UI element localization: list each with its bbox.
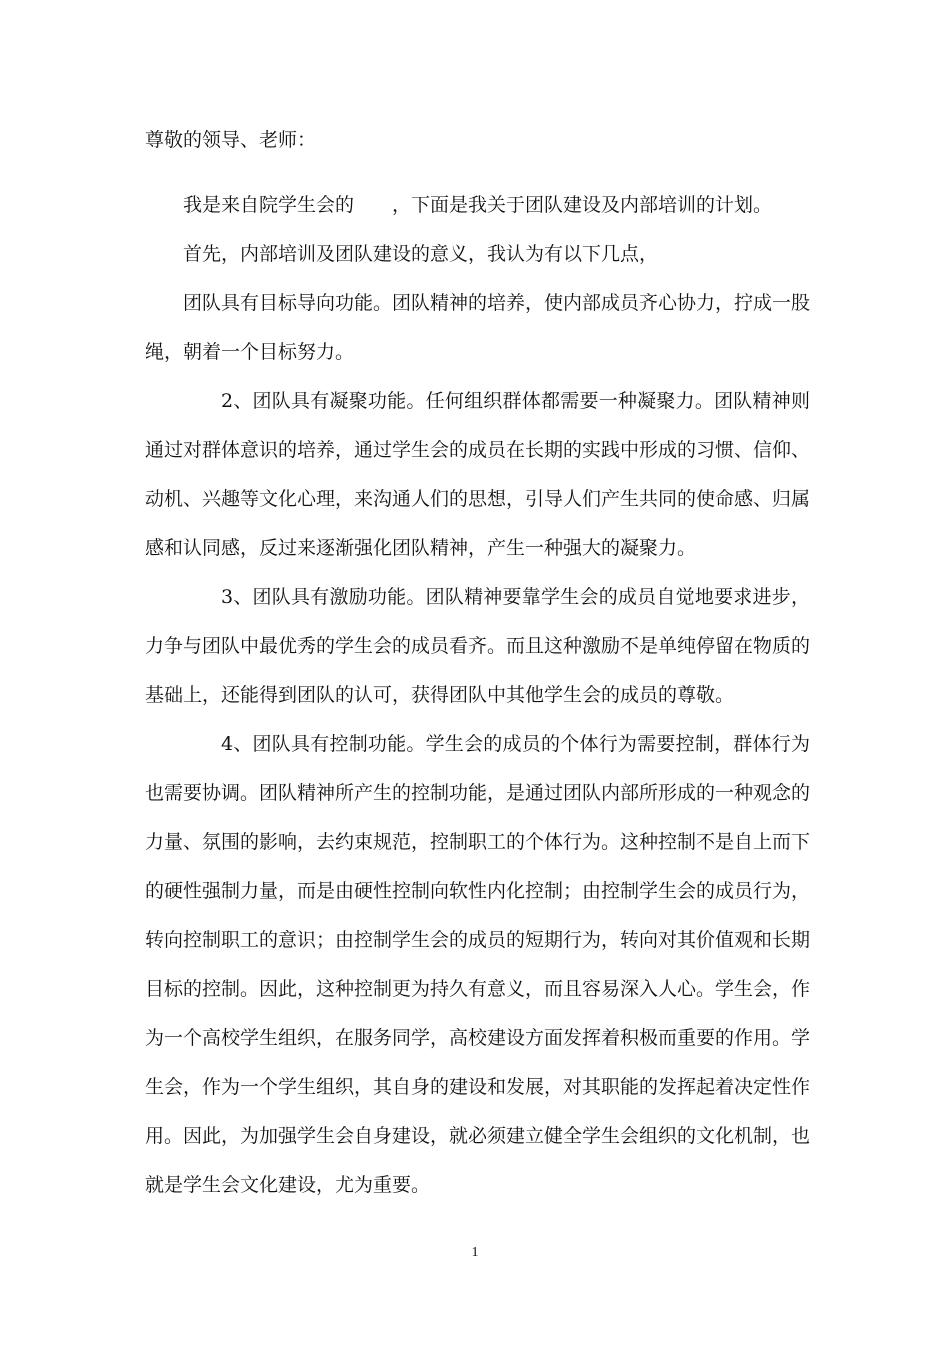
paragraph-motivation: 3、团队具有激励功能。团队精神要靠学生会的成员自觉地要求进步，力争与团队中最优秀的学生会的成员看齐。而且这种激励不是单纯停留在物质的基础上，还能得到团队的认可，获得团队中其他学生会的成员的尊敬。	[145, 586, 811, 706]
paragraph-significance: 首先，内部培训及团队建设的意义，我认为有以下几点，	[183, 243, 659, 265]
document-body	[145, 116, 810, 1210]
paragraph-intro: 我是来自院学生会的 ，下面是我关于团队建设及内部培训的计划。	[183, 194, 773, 216]
page-number: 1	[471, 1245, 479, 1260]
paragraph-control: 4、团队具有控制功能。学生会的成员的个体行为需要控制，群体行为也需要协调。团队精神所产生的控制功能，是通过团队内部所形成的一种观念的力量、氛围的影响，去约束规范，控制职工的个体行为。这种控制不是自上而下的硬性强制力量，而是由硬性控制向软性内化控制；由控制学生会的成员行为，转向控制职工的意识；由控制学生会的成员的短期行为，转向对其价值观和长期目标的控制。因此，这种控制更为持久有意义，而且容易深入人心。学生会，作为一个高校学生组织，在服务同学，高校建设方面发挥着积极而重要的作用。学生会，作为一个学生组织，其自身的建设和发展，对其职能的发挥起着决定性作用。因此，为加强学生会自身建设，就必须建立健全学生会组织的文化机制，也就是学生会文化建设，尤为重要。	[145, 733, 811, 1196]
paragraph-cohesion: 2、团队具有凝聚功能。任何组织群体都需要一种凝聚力。团队精神则通过对群体意识的培养，通过学生会的成员在长期的实践中形成的习惯、信仰、动机、兴趣等文化心理，来沟通人们的思想，引导人们产生共同的使命感、归属感和认同感，反过来逐渐强化团队精神，产生一种强大的凝聚力。	[145, 390, 811, 559]
paragraph-goal-orientation: 团队具有目标导向功能。团队精神的培养，使内部成员齐心协力，拧成一股绳，朝着一个目标努力。	[145, 292, 811, 363]
salutation: 尊敬的领导、老师：	[145, 129, 317, 151]
